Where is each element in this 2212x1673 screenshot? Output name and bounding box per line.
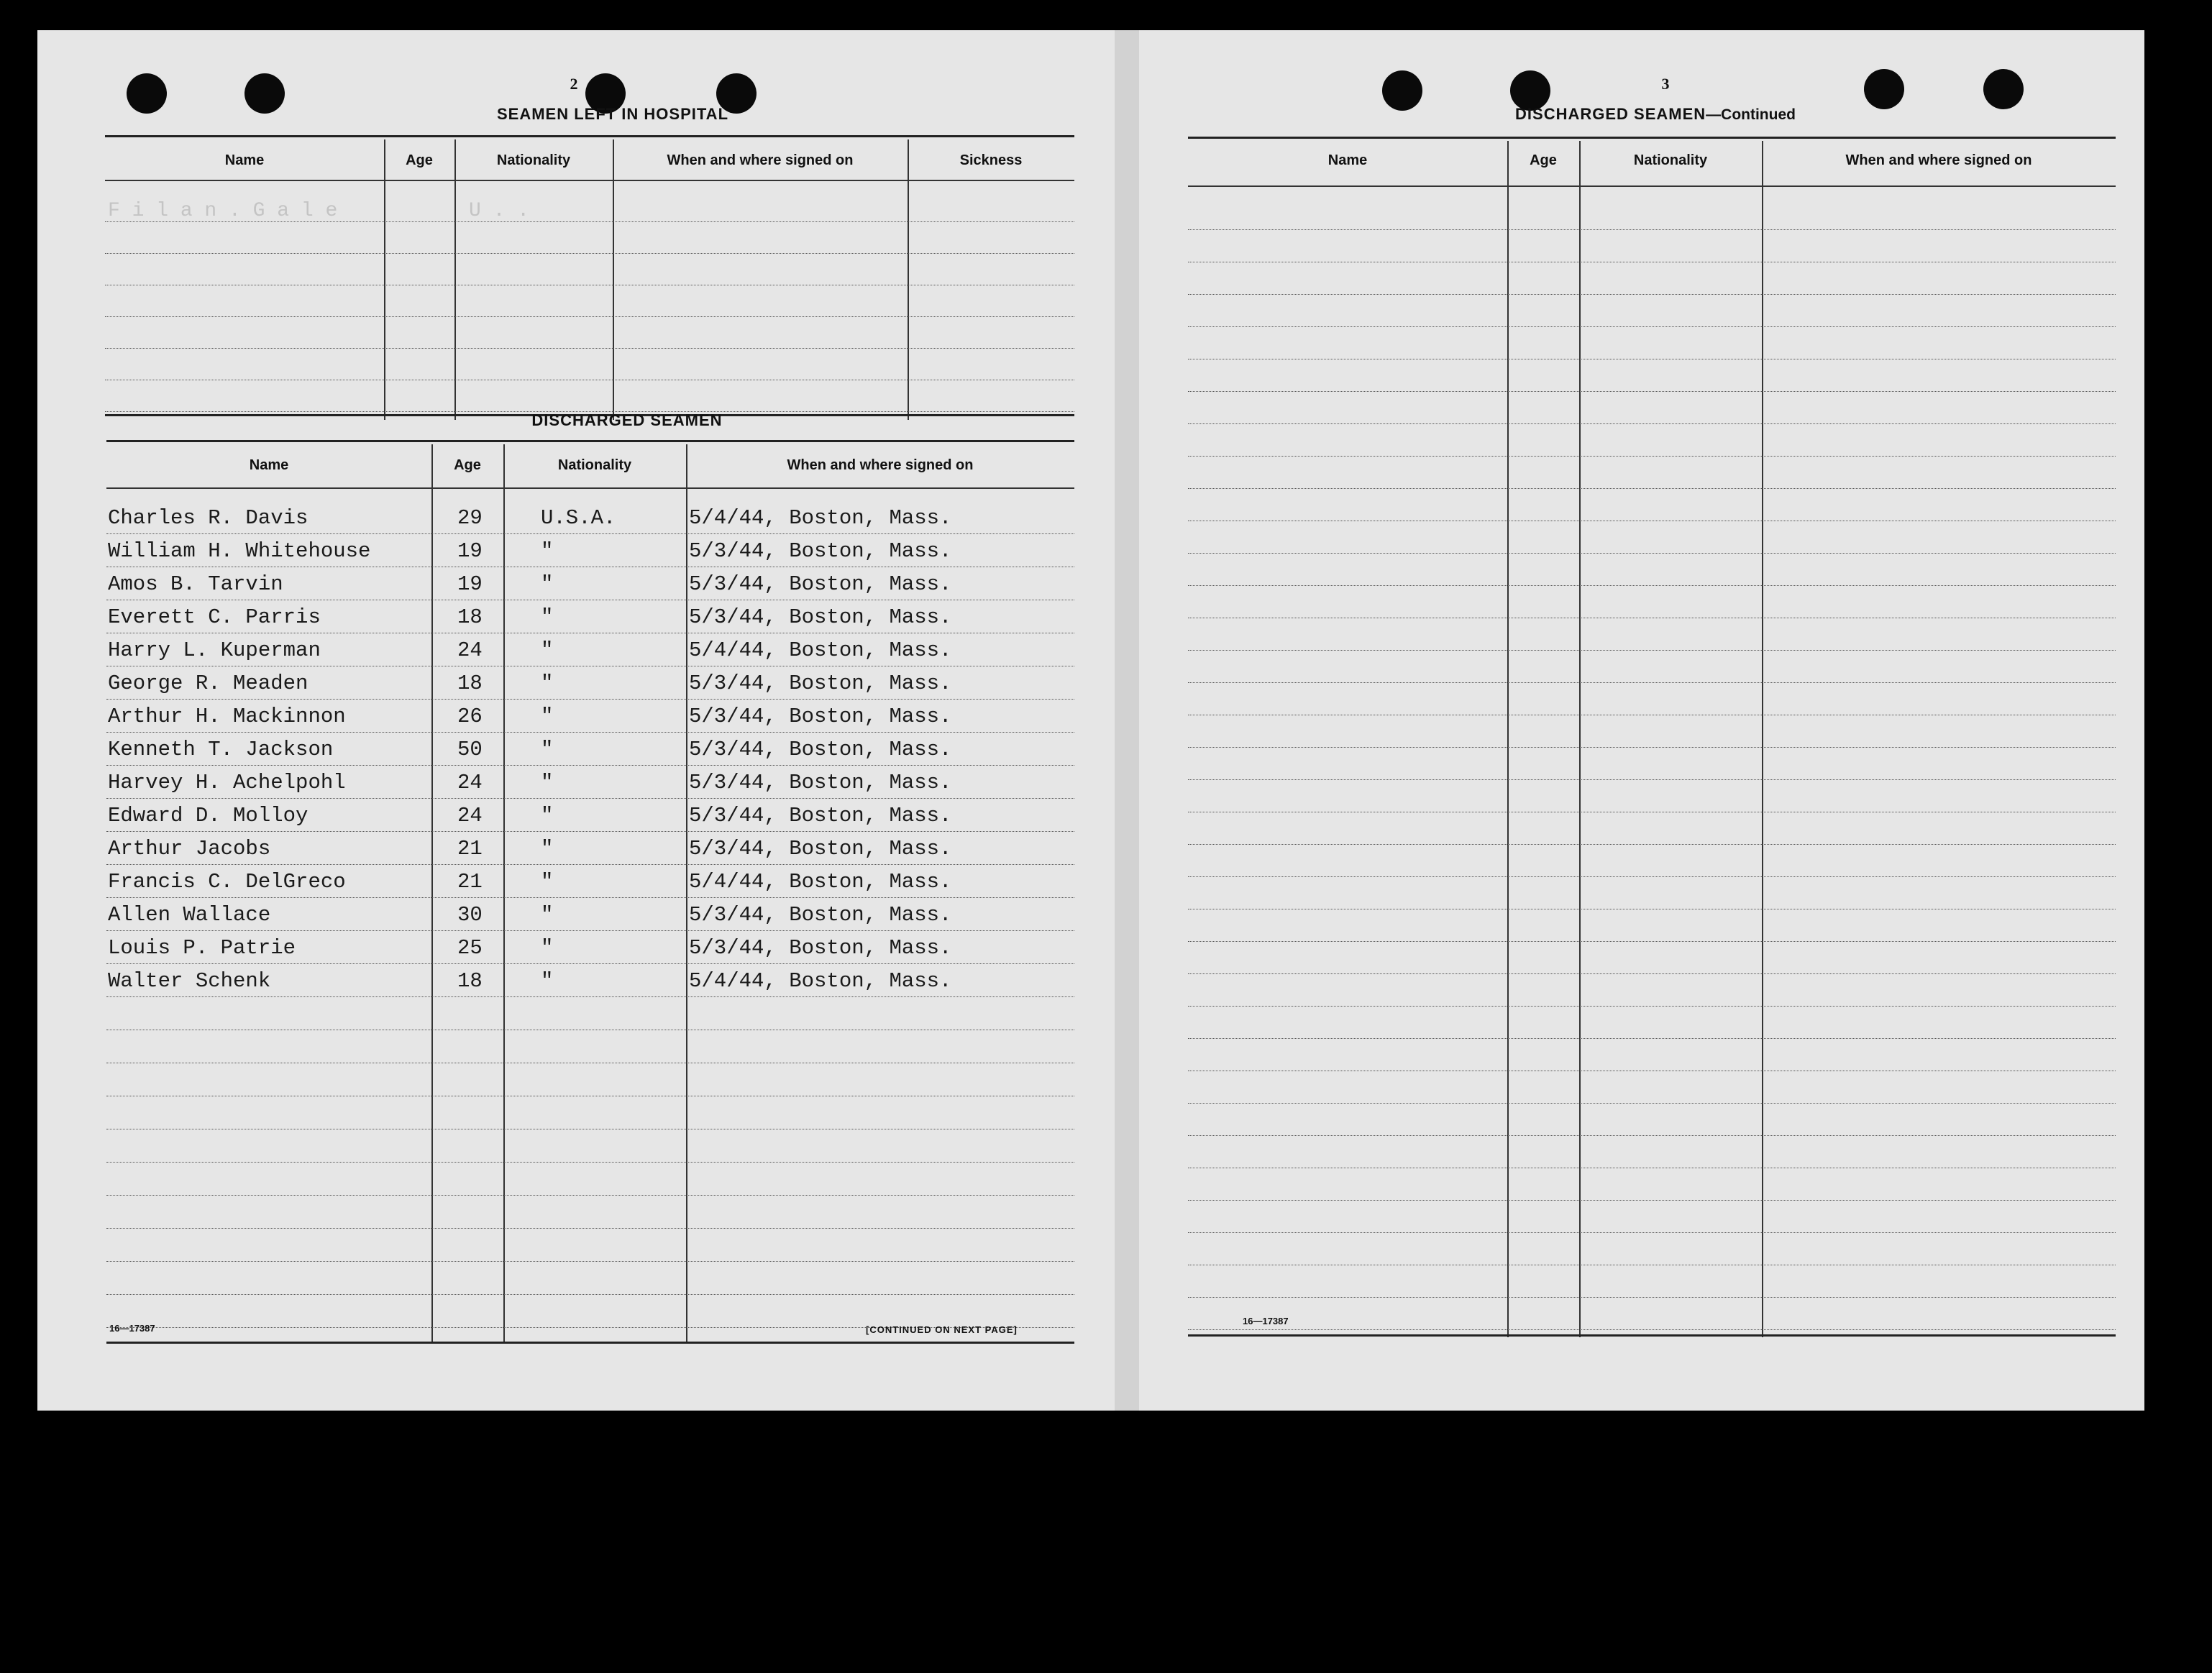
table-row (1188, 618, 2116, 651)
table-row (1188, 1006, 2116, 1039)
seaman-signed-on: 5/3/44, Boston, Mass. (689, 804, 952, 828)
seaman-signed-on: 5/3/44, Boston, Mass. (689, 903, 952, 927)
left-page (37, 30, 1116, 1411)
seaman-nationality: " (541, 572, 554, 596)
table-row (1188, 229, 2116, 262)
table-row (1188, 844, 2116, 877)
seaman-name: Allen Wallace (108, 903, 271, 927)
table-row (106, 996, 1074, 1030)
seaman-nationality: " (541, 672, 554, 695)
hospital-top-rule (105, 135, 1074, 137)
seaman-signed-on: 5/3/44, Boston, Mass. (689, 837, 952, 861)
right-col-signed-on: When and where signed on (1845, 152, 2032, 168)
table-row (106, 1129, 1074, 1163)
seaman-nationality: " (541, 804, 554, 828)
seaman-nationality: " (541, 638, 554, 662)
seaman-age: 25 (457, 936, 483, 960)
seaman-name: Walter Schenk (108, 969, 271, 993)
table-row (1188, 262, 2116, 295)
seaman-name: Edward D. Molloy (108, 804, 309, 828)
seaman-nationality: " (541, 903, 554, 927)
table-row (106, 1294, 1074, 1328)
page-number: 3 (1661, 75, 1670, 93)
hospital-section-title: SEAMEN LEFT IN HOSPITAL (496, 105, 729, 123)
table-row (1188, 1103, 2116, 1136)
discharged-col-signed-on: When and where signed on (787, 457, 974, 473)
table-row (1188, 779, 2116, 812)
seaman-name: Amos B. Tarvin (108, 572, 283, 596)
page-number: 2 (570, 75, 578, 93)
seaman-age: 18 (457, 672, 483, 695)
table-row (1188, 715, 2116, 748)
table-row (1188, 326, 2116, 359)
seaman-age: 50 (457, 738, 483, 761)
seaman-age: 18 (457, 605, 483, 629)
seaman-name: Kenneth T. Jackson (108, 738, 334, 761)
seaman-name: Francis C. DelGreco (108, 870, 346, 894)
table-row (106, 1261, 1074, 1295)
discharged-header-rule (106, 487, 1074, 489)
right-col-name: Name (1327, 152, 1368, 168)
seaman-age: 18 (457, 969, 483, 993)
seaman-signed-on: 5/3/44, Boston, Mass. (689, 936, 952, 960)
table-row (1188, 876, 2116, 909)
seaman-name: Arthur H. Mackinnon (108, 705, 346, 728)
seaman-age: 24 (457, 638, 483, 662)
seaman-name: Harvey H. Achelpohl (108, 771, 346, 794)
seaman-name: Everett C. Parris (108, 605, 321, 629)
punch-hole (244, 73, 285, 114)
table-row (106, 1228, 1074, 1262)
seaman-signed-on: 5/3/44, Boston, Mass. (689, 672, 952, 695)
hospital-col-nationality: Nationality (496, 152, 571, 168)
title-main: DISCHARGED SEAMEN (1515, 105, 1706, 123)
table-row (1188, 553, 2116, 586)
discharged-bottom-rule (106, 1342, 1074, 1344)
table-row (1188, 197, 2116, 230)
seaman-name: William H. Whitehouse (108, 539, 371, 563)
bleed-through-text: U . . (469, 200, 530, 222)
table-row (1188, 1265, 2116, 1298)
seaman-signed-on: 5/3/44, Boston, Mass. (689, 605, 952, 629)
form-number: 16—17387 (109, 1323, 155, 1334)
seaman-age: 24 (457, 771, 483, 794)
seaman-age: 29 (457, 506, 483, 530)
table-row (1188, 1200, 2116, 1233)
seaman-name: Arthur Jacobs (108, 837, 271, 861)
hospital-header-rule (105, 180, 1074, 181)
hospital-row (105, 221, 1074, 254)
discharged-col-name: Name (249, 457, 289, 473)
table-row (1188, 973, 2116, 1007)
seaman-age: 19 (457, 572, 483, 596)
table-row (1188, 682, 2116, 715)
seaman-nationality: " (541, 969, 554, 993)
seaman-name: George R. Meaden (108, 672, 309, 695)
seaman-name: Harry L. Kuperman (108, 638, 321, 662)
table-row (1188, 294, 2116, 327)
seaman-signed-on: 5/3/44, Boston, Mass. (689, 539, 952, 563)
seaman-signed-on: 5/3/44, Boston, Mass. (689, 738, 952, 761)
seaman-nationality: " (541, 705, 554, 728)
hospital-col-signed-on: When and where signed on (667, 152, 854, 168)
seaman-nationality: " (541, 771, 554, 794)
punch-hole (1382, 70, 1422, 111)
table-row (1188, 909, 2116, 942)
hospital-row (105, 253, 1074, 285)
table-row (1188, 456, 2116, 489)
seaman-nationality: " (541, 539, 554, 563)
hospital-col-sickness: Sickness (959, 152, 1023, 168)
table-row (1188, 488, 2116, 521)
table-row (1188, 747, 2116, 780)
seaman-nationality: " (541, 738, 554, 761)
table-row (1188, 585, 2116, 618)
seaman-age: 19 (457, 539, 483, 563)
seaman-signed-on: 5/3/44, Boston, Mass. (689, 771, 952, 794)
right-col-nationality: Nationality (1633, 152, 1708, 168)
table-row (1188, 423, 2116, 457)
table-row (1188, 391, 2116, 424)
table-row (1188, 359, 2116, 392)
table-row (1188, 521, 2116, 554)
punch-hole (127, 73, 167, 114)
seaman-name: Charles R. Davis (108, 506, 309, 530)
hospital-row (105, 285, 1074, 317)
seaman-age: 24 (457, 804, 483, 828)
hospital-col-name: Name (224, 152, 265, 168)
table-row (1188, 1297, 2116, 1330)
right-bottom-rule (1188, 1334, 2116, 1337)
seaman-nationality: " (541, 605, 554, 629)
discharged-top-rule (106, 440, 1074, 442)
table-row (106, 1096, 1074, 1129)
table-row (106, 1063, 1074, 1096)
page-gutter (1115, 30, 1139, 1411)
right-page-title (1440, 105, 1871, 124)
seaman-signed-on: 5/4/44, Boston, Mass. (689, 506, 952, 530)
hospital-row (105, 348, 1074, 380)
table-row (1188, 1135, 2116, 1168)
table-row (1188, 1071, 2116, 1104)
seaman-age: 21 (457, 837, 483, 861)
seaman-signed-on: 5/3/44, Boston, Mass. (689, 705, 952, 728)
continued-note: [CONTINUED ON NEXT PAGE] (866, 1324, 1018, 1335)
seaman-age: 26 (457, 705, 483, 728)
discharged-col-nationality: Nationality (557, 457, 632, 473)
seaman-name: Louis P. Patrie (108, 936, 296, 960)
seaman-age: 30 (457, 903, 483, 927)
hospital-col-age: Age (406, 152, 433, 168)
discharged-col-age: Age (454, 457, 481, 473)
table-row (106, 1162, 1074, 1196)
table-row (1188, 1168, 2116, 1201)
seaman-nationality: " (541, 837, 554, 861)
title-suffix: —Continued (1706, 106, 1796, 123)
hospital-row (105, 380, 1074, 412)
seaman-nationality: U.S.A. (541, 506, 616, 530)
punch-hole (1864, 69, 1904, 109)
table-row (1188, 812, 2116, 845)
right-header-rule (1188, 185, 2116, 187)
right-col-age: Age (1530, 152, 1557, 168)
table-row (1188, 650, 2116, 683)
punch-hole (1983, 69, 2024, 109)
seaman-age: 21 (457, 870, 483, 894)
table-row (1188, 1038, 2116, 1071)
seaman-signed-on: 5/4/44, Boston, Mass. (689, 969, 952, 993)
table-row (106, 1195, 1074, 1229)
table-row (106, 1030, 1074, 1063)
hospital-row (105, 316, 1074, 349)
form-number: 16—17387 (1243, 1316, 1289, 1326)
table-row (1188, 1232, 2116, 1265)
seaman-nationality: " (541, 870, 554, 894)
seaman-signed-on: 5/4/44, Boston, Mass. (689, 870, 952, 894)
document-sheet (37, 30, 2144, 1411)
seaman-nationality: " (541, 936, 554, 960)
seaman-signed-on: 5/3/44, Boston, Mass. (689, 572, 952, 596)
right-page (1138, 30, 2144, 1411)
table-row (1188, 941, 2116, 974)
seaman-signed-on: 5/4/44, Boston, Mass. (689, 638, 952, 662)
discharged-section-title: DISCHARGED SEAMEN (531, 411, 723, 429)
right-top-rule (1188, 137, 2116, 139)
bleed-through-text: F i l a n . G a l e (108, 200, 338, 222)
